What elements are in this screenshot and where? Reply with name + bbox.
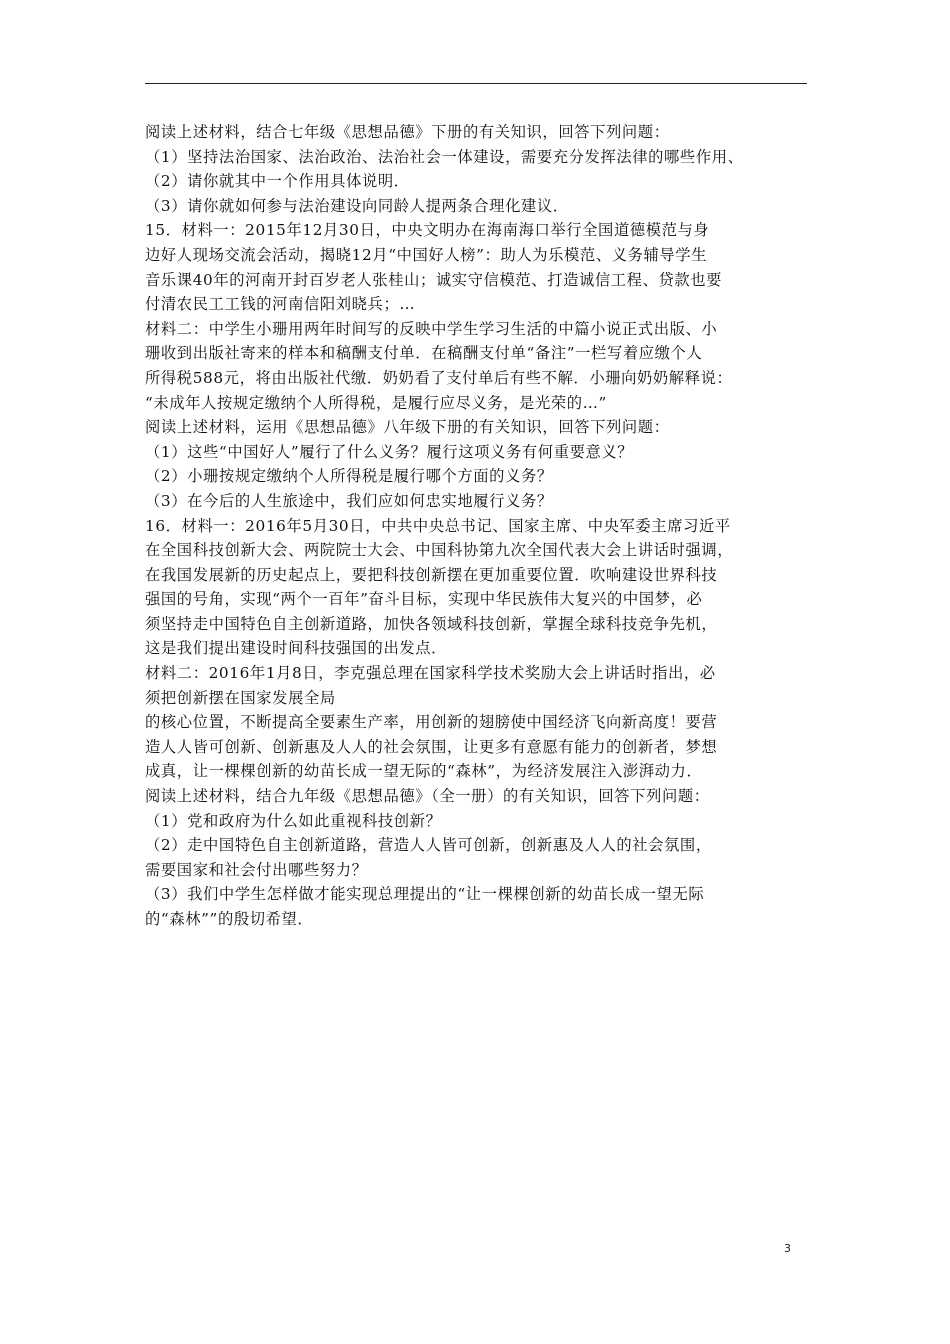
document-body <box>145 120 825 932</box>
text-line: 音乐课40年的河南开封百岁老人张桂山；诚实守信模范、打造诚信工程、贷款也要 <box>145 270 723 289</box>
text-line: 须坚持走中国特色自主创新道路，加快各领域科技创新，掌握全球科技竞争先机， <box>145 614 718 633</box>
text-line: 付清农民工工钱的河南信阳刘晓兵；… <box>145 295 416 314</box>
text-line: （1）坚持法治国家、法治政治、法治社会一体建设，需要充分发挥法律的哪些作用、 <box>145 147 744 166</box>
text-line: 材料二：2016年1月8日，李克强总理在国家科学技术奖励大会上讲话时指出，必 <box>145 664 716 683</box>
text-line: （2）走中国特色自主创新道路，营造人人皆可创新，创新惠及人人的社会氛围， <box>145 836 712 855</box>
text-line: 造人人皆可创新、创新惠及人人的社会氛围，让更多有意愿有能力的创新者，梦想 <box>145 737 718 756</box>
text-line: 阅读上述材料，结合九年级《思想品德》（全一册）的有关知识，回答下列问题： <box>145 787 710 806</box>
text-line: 在全国科技创新大会、两院院士大会、中国科协第九次全国代表大会上讲话时强调， <box>145 541 734 560</box>
text-line: 所得税588元，将由出版社代缴．奶奶看了支付单后有些不解．小珊向奶奶解释说： <box>145 368 733 387</box>
text-line: 成真，让一棵棵创新的幼苗长成一望无际的“森林”，为经济发展注入澎湃动力． <box>145 762 703 781</box>
text-line: （3）在今后的人生旅途中，我们应如何忠实地履行义务？ <box>145 491 553 510</box>
text-line: 阅读上述材料，结合七年级《思想品德》下册的有关知识，回答下列问题： <box>145 123 670 141</box>
text-line: 的核心位置，不断提高全要素生产率，用创新的翅膀使中国经济飞向新高度！要营 <box>145 713 718 732</box>
text-line: 阅读上述材料，运用《思想品德》八年级下册的有关知识，回答下列问题： <box>145 418 670 437</box>
text-line: （3）我们中学生怎样做才能实现总理提出的“让一棵棵创新的幼苗长成一望无际 <box>145 885 705 904</box>
text-line: 材料二：中学生小珊用两年时间写的反映中学生学习生活的中篇小说正式出版、小 <box>145 319 718 338</box>
text-line: （3）请你就如何参与法治建设向同龄人提两条合理化建议． <box>145 196 569 215</box>
text-line: 强国的号角，实现“两个一百年”奋斗目标，实现中华民族伟大复兴的中国梦，必 <box>145 590 703 609</box>
page-number: 3 <box>784 1242 791 1255</box>
text-line: （2）小珊按规定缴纳个人所得税是履行哪个方面的义务？ <box>145 467 553 486</box>
text-line: 边好人现场交流会活动，揭晓12月“中国好人榜”：助人为乐模范、义务辅导学生 <box>145 245 708 264</box>
text-line: （1）党和政府为什么如此重视科技创新？ <box>145 811 442 830</box>
text-line: 16．材料一：2016年5月30日，中共中央总书记、国家主席、中央军委主席习近平 <box>145 516 731 535</box>
text-line: 珊收到出版社寄来的样本和稿酬支付单．在稿酬支付单“备注”一栏写着应缴个人 <box>145 344 703 363</box>
text-line: 的“森林””的殷切希望． <box>145 910 314 928</box>
text-line: “未成年人按规定缴纳个人所得税，是履行应尽义务，是光荣的…” <box>145 393 607 412</box>
text-line: 需要国家和社会付出哪些努力？ <box>145 860 368 879</box>
text-line: （2）请你就其中一个作用具体说明． <box>145 172 410 191</box>
header-rule <box>145 83 807 84</box>
text-line: 15．材料一：2015年12月30日，中央文明办在海南海口举行全国道德模范与身 <box>145 221 710 240</box>
text-line: 在我国发展新的历史起点上，要把科技创新摆在更加重要位置．吹响建设世界科技 <box>145 565 718 584</box>
text-line: （1）这些“中国好人”履行了什么义务？履行这项义务有何重要意义？ <box>145 442 634 461</box>
text-line: 这是我们提出建设时间科技强国的出发点． <box>145 639 448 658</box>
text-line: 须把创新摆在国家发展全局 <box>145 688 336 707</box>
